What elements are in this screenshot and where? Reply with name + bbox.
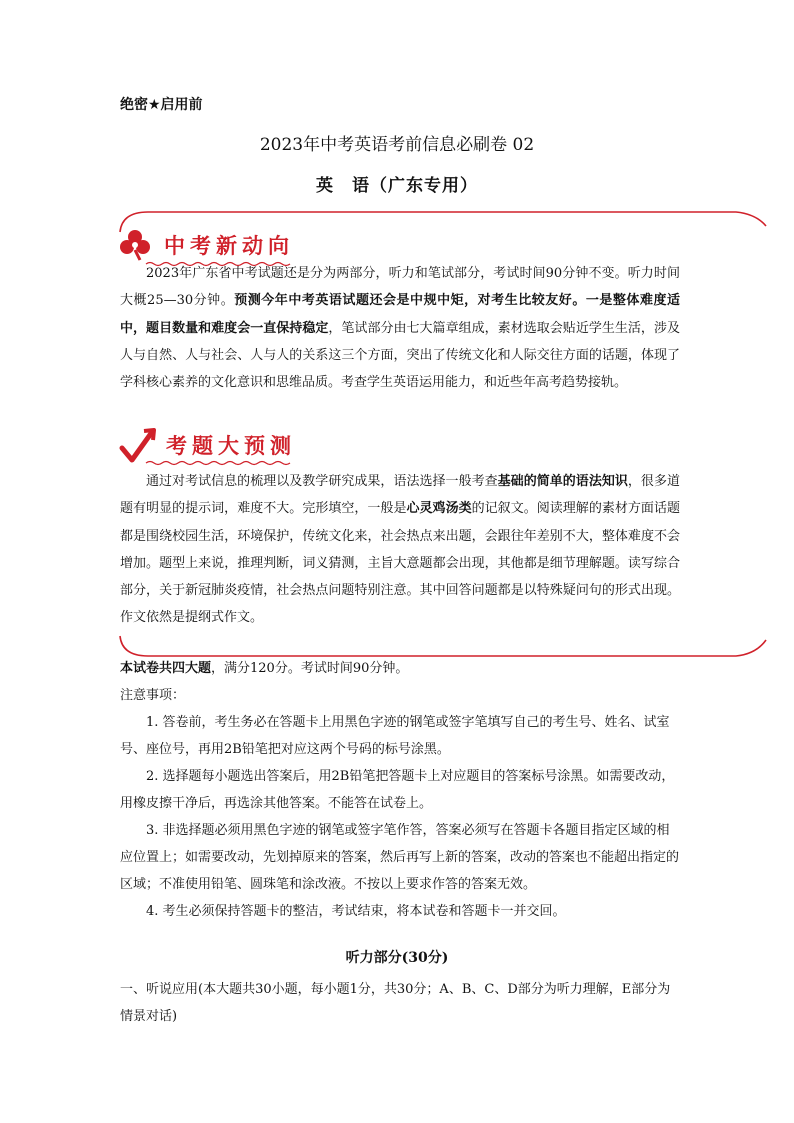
page-subtitle: 英 语（广东专用） — [316, 176, 478, 196]
note-item: 2. 选择题每小题选出答案后，用2B铅笔把答题卡上对应题目的答案标号涂黑。如需要改动，用橡皮擦干净后，再选涂其他答案。不能答在试卷上。 — [120, 769, 675, 811]
note-item: 1. 答卷前，考生务必在答题卡上用黑色字迹的钢笔或签字笔填写自己的考生号、姓名、试室号、座位号，再用2B铅笔把对应这两个号码的标号涂黑。 — [120, 715, 670, 757]
predictions-paragraph: 通过对考试信息的梳理以及教学研究成果，语法选择一般考查基础的简单的语法知识，很多道题有明显的提示词，难度不大。完形填空，一般是心灵鸡汤类的记叙文。阅读理解的素材方面话题都是围绕校园生活，环境保护，传统文化来，社会热点来出题，会跟往年差别不大，整体难度不会增加。题型上来说，推理判断，词义猜测，主旨大意题都会出现，其他都是细节理解题。读写综合部分，关于新冠肺炎疫情，社会热点问题特别注意。其中回答问题都是以特殊疑问句的形式出现。作文依然是提纲式作文。 — [120, 474, 680, 626]
exam-summary: 本试卷共四大题，满分120分。考试时间90分钟。 — [120, 661, 409, 676]
page-title: 2023年中考英语考前信息必刷卷 02 — [259, 135, 535, 155]
section-heading-predictions: 考题大预测 — [166, 434, 296, 458]
confidential-label: 绝密★启用前 — [120, 97, 203, 113]
note-item: 4. 考生必须保持答题卡的整洁，考试结束，将本试卷和答题卡一并交回。 — [146, 904, 566, 919]
notes-label: 注意事项： — [120, 688, 186, 703]
listening-section-title: 听力部分(30分) — [345, 950, 449, 966]
note-item: 3. 非选择题必须用黑色字迹的钢笔或签字笔作答，答案必须写在答题卡各题目指定区域的相应位置上；如需要改动，先划掉原来的答案，然后再写上新的答案，改动的答案也不能超出指定的区域；不准使用铅笔、圆珠笔和涂改液。不按以上要求作答的答案无效。 — [120, 823, 680, 892]
section-heading-trends: 中考新动向 — [164, 234, 294, 258]
listening-instruction: 一、听说应用(本大题共30小题，每小题1分，共30分；A、B、C、D部分为听力理解，E部分为情景对话) — [120, 982, 671, 1024]
trends-paragraph: 2023年广东省中考试题还是分为两部分，听力和笔试部分，考试时间90分钟不变。听力时间大概25—30分钟。预测今年中考英语试题还会是中规中矩，对考生比较友好。一是整体难度适中，题目数量和难度会一直保持稳定，笔试部分由七大篇章组成，素材选取会贴近学生生活，涉及人与自然、人与社会、人与人的关系这三个方面，突出了传统文化和人际交往方面的话题，体现了学科核心素养的文化意识和思维品质。考查学生英语运用能力，和近些年高考趋势接轨。 — [120, 266, 680, 391]
clover-icon — [118, 228, 152, 262]
check-arrow-icon — [118, 426, 158, 466]
exam-info — [120, 655, 680, 925]
